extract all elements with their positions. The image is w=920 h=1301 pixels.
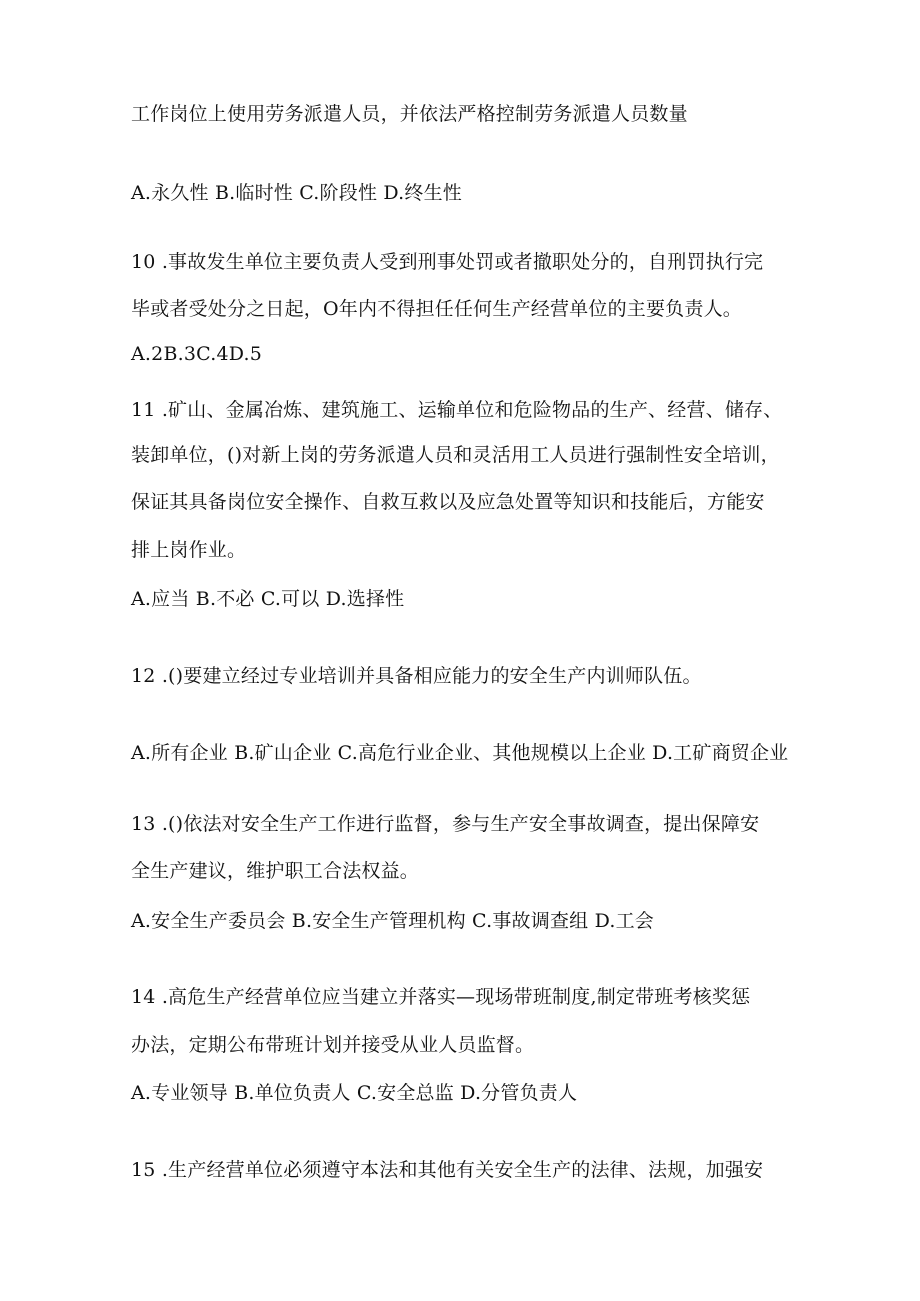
question-11: 11 .矿山、金属冶炼、建筑施工、运输单位和危险物品的生产、经营、储存、 (131, 399, 783, 421)
answer-options: A.安全生产委员会 B.安全生产管理机构 C.事故调查组 D.工会 (131, 910, 654, 932)
text-line: 装卸单位，()对新上岗的劳务派遣人员和灵活用工人员进行强制性安全培训， (131, 444, 780, 466)
text-line: 保证其具备岗位安全操作、自救互救以及应急处置等知识和技能后，方能安 (131, 491, 765, 513)
question-14: 14 .高危生产经营单位应当建立并落实—现场带班制度,制定带班考核奖惩 (131, 986, 751, 1008)
answer-options: A.永久性 B.临时性 C.阶段性 D.终生性 (131, 182, 462, 204)
text-line: 工作岗位上使用劳务派遣人员，并依法严格控制劳务派遣人员数量 (131, 103, 688, 125)
text-line: 办法，定期公布带班计划并接受从业人员监督。 (131, 1034, 535, 1056)
answer-options: A.所有企业 B.矿山企业 C.高危行业企业、其他规模以上企业 D.工矿商贸企业 (131, 742, 789, 764)
text-line: 全生产建议，维护职工合法权益。 (131, 860, 420, 882)
answer-options: A.应当 B.不必 C.可以 D.选择性 (131, 588, 405, 610)
answer-options: A.2B.3C.4D.5 (131, 343, 263, 365)
answer-options: A.专业领导 B.单位负责人 C.安全总监 D.分管负责人 (131, 1082, 578, 1104)
question-12: 12 .()要建立经过专业培训并具备相应能力的安全生产内训师队伍。 (131, 665, 702, 687)
question-15: 15 .生产经营单位必须遵守本法和其他有关安全生产的法律、法规，加强安 (131, 1159, 764, 1181)
text-line: 排上岗作业。 (131, 539, 247, 561)
question-13: 13 .()依法对安全生产工作进行监督，参与生产安全事故调查，提出保障安 (131, 813, 760, 835)
text-line: 毕或者受处分之日起，O年内不得担任任何生产经营单位的主要负责人。 (131, 298, 742, 320)
question-10: 10 .事故发生单位主要负责人受到刑事处罚或者撤职处分的，自刑罚执行完 (131, 251, 764, 273)
